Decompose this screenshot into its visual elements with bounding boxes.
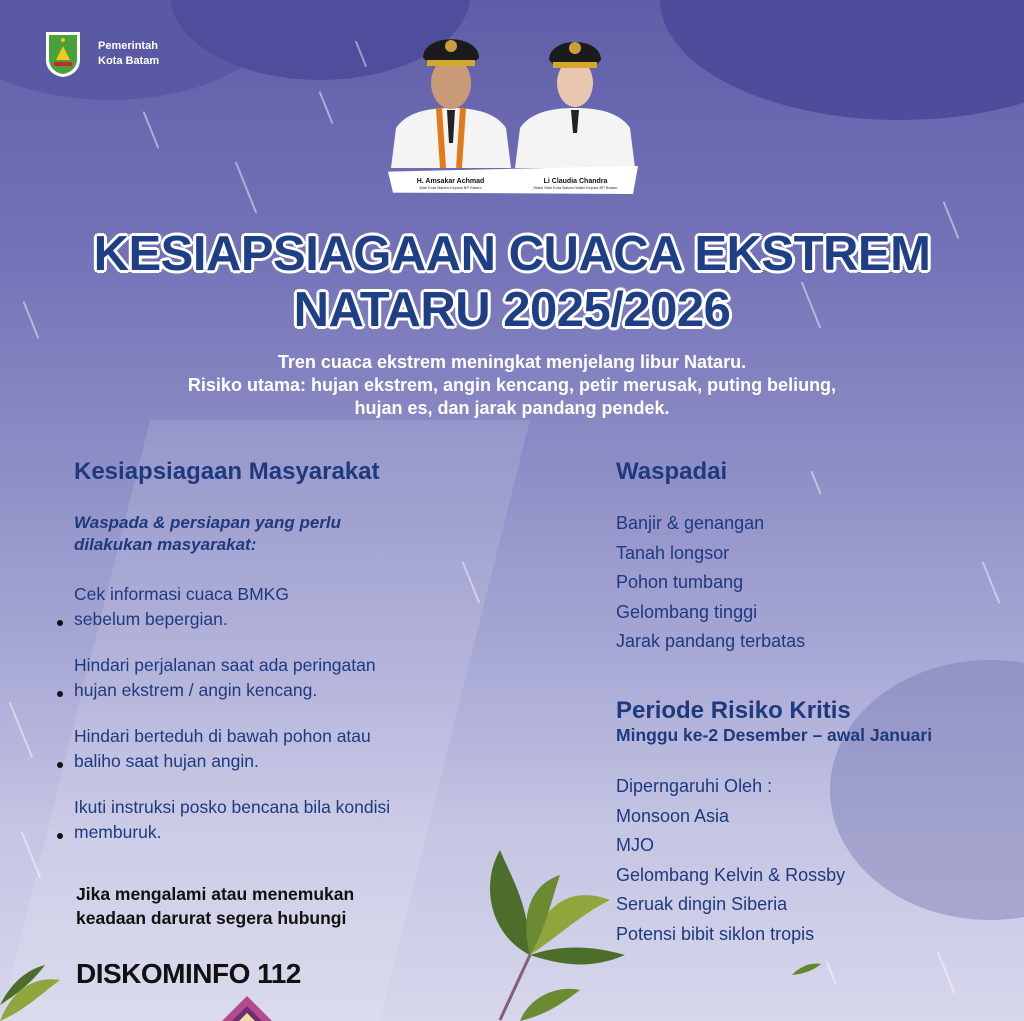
influence-item: Monsoon Asia	[616, 805, 730, 826]
rain-streak	[937, 951, 956, 993]
hazard-item: Gelombang tinggi	[616, 601, 758, 622]
subtitle-line2: Risiko utama: hujan ekstrem, angin kencang, petir merusak, puting beliung,	[187, 375, 837, 395]
subtitle	[100, 351, 924, 420]
mayor-caption	[388, 178, 513, 190]
intro-line2: dilakukan masyarakat:	[74, 535, 257, 554]
emergency-note	[76, 882, 354, 930]
vice-mayor-name: Li Claudia Chandra	[543, 178, 608, 185]
subtitle-line3: hujan es, dan jarak pandang pendek.	[354, 398, 670, 418]
batam-city-crest-icon	[44, 30, 82, 78]
bullet-line2: sebelum bepergian.	[74, 609, 228, 629]
government-label	[98, 39, 159, 69]
bullet-line1: Hindari perjalanan saat ada peringatan	[74, 655, 376, 675]
critical-period-heading: Periode Risiko Kritis	[616, 697, 851, 724]
list-item	[74, 724, 494, 774]
vice-mayor-role: Wakil Wali Kota Batam-Wakil Kepala BP Batam	[533, 185, 618, 190]
bullet-line2: baliho saat hujan angin.	[74, 751, 259, 771]
rain-streak	[825, 961, 836, 985]
page-title-line2: NATARU 2025/2026	[293, 283, 731, 337]
emergency-line1: Jika mengalami atau menemukan	[76, 884, 355, 904]
page-title-line1: KESIAPSIAGAAN CUACA EKSTREM	[93, 227, 931, 281]
intro-line1: Waspada & persiapan yang perlu	[74, 513, 342, 532]
critical-period-range: Minggu ke-2 Desember – awal Januari	[616, 725, 933, 745]
influences-list	[616, 772, 1016, 949]
list-item	[74, 582, 494, 632]
bullet-icon	[57, 762, 63, 768]
rain-streak	[319, 91, 334, 124]
hazard-item: Jarak pandang terbatas	[616, 631, 806, 651]
bullet-line1: Cek informasi cuaca BMKG	[74, 584, 289, 604]
bullet-line1: Ikuti instruksi posko bencana bila kondisi	[74, 797, 391, 817]
influence-item: Seruak dingin Siberia	[616, 894, 788, 914]
rain-streak	[21, 831, 42, 878]
critical-period-section	[616, 697, 1016, 949]
bullet-icon	[57, 620, 63, 626]
influence-item: Potensi bibit siklon tropis	[616, 923, 815, 944]
list-item	[74, 795, 494, 845]
influence-item: MJO	[616, 835, 654, 855]
palm-leaf-illustration	[0, 965, 70, 1021]
gov-label-line2: Kota Batam	[98, 55, 160, 67]
house-roof-illustration	[222, 996, 272, 1021]
bullet-icon	[57, 691, 63, 697]
influence-item: Gelombang Kelvin & Rossby	[616, 864, 846, 885]
preparedness-heading: Kesiapsiagaan Masyarakat	[74, 458, 380, 485]
hazard-item: Pohon tumbang	[616, 572, 744, 592]
gov-label-line1: Pemerintah	[98, 40, 158, 52]
preparedness-section	[74, 458, 494, 866]
emergency-hotline: DISKOMINFO 112	[76, 958, 301, 989]
hazards-heading: Waspadai	[616, 458, 728, 485]
rain-streak	[9, 702, 33, 758]
hazards-section	[616, 458, 1016, 657]
rain-streak	[235, 162, 257, 214]
rain-streak	[143, 111, 160, 149]
cloud-shape	[660, 0, 1024, 120]
mayor-portrait	[391, 28, 511, 168]
hazard-item: Banjir & genangan	[616, 513, 765, 533]
bullet-line2: memburuk.	[74, 822, 162, 842]
hazard-item: Tanah longsor	[616, 542, 730, 563]
preparedness-list	[74, 582, 494, 845]
bullet-line2: hujan ekstrem / angin kencang.	[74, 680, 318, 700]
falling-leaf-icon	[792, 962, 822, 976]
influence-label: Diperngaruhi Oleh :	[616, 776, 773, 796]
bullet-icon	[57, 833, 63, 839]
bullet-line1: Hindari berteduh di bawah pohon atau	[74, 726, 371, 746]
list-item	[74, 653, 494, 703]
mayor-name: H. Amsakar Achmad	[416, 178, 485, 185]
palm-tree-illustration	[460, 845, 630, 1021]
vice-mayor-caption	[513, 178, 638, 190]
subtitle-line1: Tren cuaca ekstrem meningkat menjelang libur Nataru.	[277, 352, 747, 372]
vice-mayor-portrait	[515, 28, 635, 168]
emergency-line2: keadaan darurat segera hubungi	[76, 908, 347, 928]
officials-photo-block	[388, 22, 638, 194]
preparedness-intro	[74, 512, 494, 556]
hazards-list	[616, 509, 1016, 657]
mayor-role: Wali Kota Batam-Kepala BP Batam	[419, 185, 482, 190]
